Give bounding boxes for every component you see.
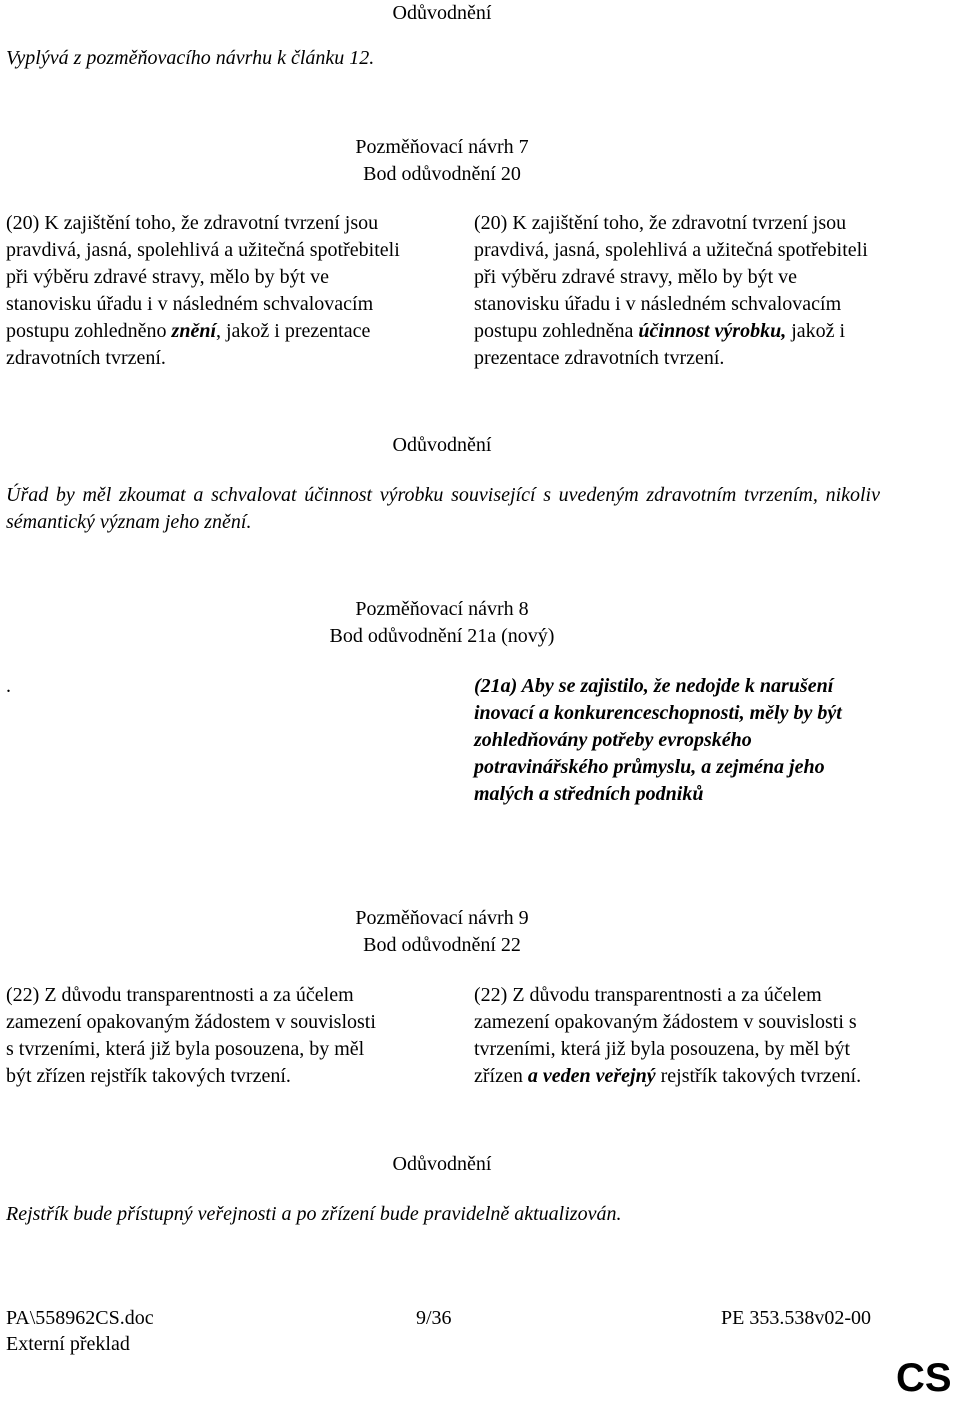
original-text-part: (20) K zajištění toho, že zdravotní tvrzení jsou pravdivá, jasná, spolehlivá a užitečná spotřebiteli při výběru zdravé stravy, mělo by být ve stanovisku úřadu i v následném schvalovacím postupu zohledněno xyxy=(6,212,400,342)
amendment-9-justification-heading: Odůvodnění xyxy=(392,1153,492,1175)
amendment-7-subtitle: Bod odůvodnění 20 xyxy=(363,163,521,185)
amendment-9-subtitle: Bod odůvodnění 22 xyxy=(363,934,521,956)
amendment-9-justification: Rejstřík bude přístupný veřejnosti a po zřízení bude pravidelně aktualizován. xyxy=(6,1203,622,1225)
footer-doc-id: PA\558962CS.doc xyxy=(6,1307,154,1329)
amended-emphasis: účinnost výrobku, xyxy=(638,320,787,342)
amendment-9-original-text: (22) Z důvodu transparentnosti a za účelem zamezení opakovaným žádostem v souvislosti s tvrzeními, která již byla posouzena, by měl být zřízen rejstřík takových tvrzení. xyxy=(6,984,376,1087)
amended-text-part: jakož i prezentace zdravotních tvrzení. xyxy=(474,320,846,369)
top-justification-note: Vyplývá z pozměňovacího návrhu k článku 12. xyxy=(6,47,375,69)
amended-emphasis: a veden veřejný xyxy=(527,1065,656,1087)
amended-text-part: (20) K zajištění toho, že zdravotní tvrzení jsou pravdivá, jasná, spolehlivá a užitečná spotřebiteli při výběru zdravé stravy, mělo by být ve stanovisku úřadu i v následném schvalovacím postupu zohledněna xyxy=(474,212,868,342)
amended-text-part: (22) Z důvodu transparentnosti a za účelem zamezení opakovaným žádostem v souvislosti s tvrzeními, která již byla posouzena, by měl být zřízen xyxy=(474,984,857,1087)
original-emphasis: znění xyxy=(171,320,216,342)
amendment-8-original-text: . xyxy=(6,675,11,697)
amendment-7-justification: Úřad by měl zkoumat a schvalovat účinnost výrobku související s uvedeným zdravotním tvrzením, nikoliv sémantický význam jeho znění. xyxy=(6,484,880,533)
amendment-7-amended-text xyxy=(474,210,879,372)
footer-language-code: CS xyxy=(896,1356,952,1400)
amendment-8-amended-text: (21a) Aby se zajistilo, že nedojde k narušení inovací a konkurenceschopnosti, měly by být zohledňovány potřeby evropského potravinářského průmyslu, a zejména jeho malých a středních podniků xyxy=(474,675,842,805)
amendment-7-title: Pozměňovací návrh 7 xyxy=(355,136,529,158)
amendment-7-justification-heading: Odůvodnění xyxy=(392,434,492,456)
amendment-9-amended-text xyxy=(474,982,879,1090)
amended-text-part: rejstřík takových tvrzení. xyxy=(655,1065,862,1087)
footer-pe-reference: PE 353.538v02-00 xyxy=(721,1307,871,1329)
amendment-8-subtitle: Bod odůvodnění 21a (nový) xyxy=(329,625,555,647)
top-justification-heading: Odůvodnění xyxy=(392,2,492,24)
footer-page-number: 9/36 xyxy=(416,1307,452,1329)
amendment-8-title: Pozměňovací návrh 8 xyxy=(355,598,529,620)
original-text-part: , jakož i prezentace zdravotních tvrzení. xyxy=(6,320,371,369)
amendment-7-original-text xyxy=(6,210,411,372)
footer-translation-label: Externí překlad xyxy=(6,1333,130,1355)
amendment-9-title: Pozměňovací návrh 9 xyxy=(355,907,529,929)
